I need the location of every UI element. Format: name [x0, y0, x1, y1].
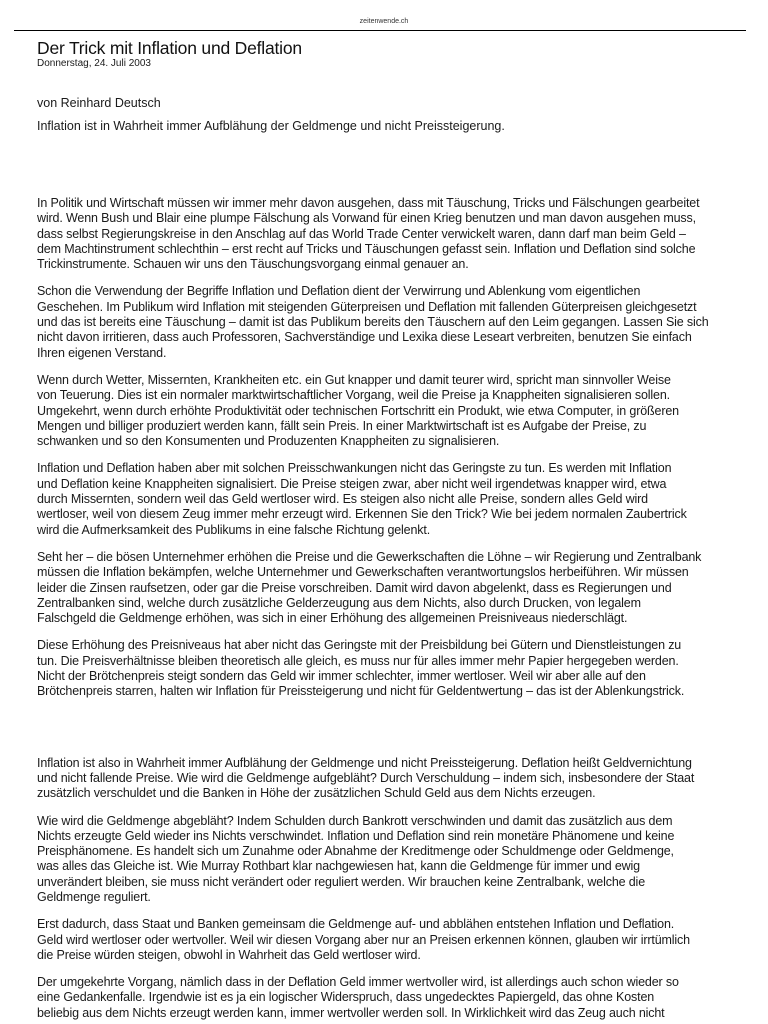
article-paragraph [37, 756, 753, 802]
paragraph-line: wird die Aufmerksamkeit des Publikums in eine falsche Richtung gelenkt. [37, 522, 431, 537]
paragraph-line: wird. Wenn Bush und Blair eine plumpe Fälschung als Vorwand für einen Krieg benutzen und man davon ausgehen muss, [37, 211, 696, 226]
site-name: zeitenwende.ch [359, 18, 409, 25]
article-paragraph [37, 638, 753, 699]
article-body [37, 196, 753, 1021]
article-paragraph [37, 196, 753, 272]
paragraph-line: Inflation und Deflation haben aber mit solchen Preisschwankungen nicht das Geringste zu tun. Es werden mit Inflation [37, 461, 672, 476]
paragraph-line: Falschgeld die Geldmenge erhöhen, was sich in einer Erhöhung des allgemeinen Preisniveaus niederschlägt. [37, 611, 628, 626]
paragraph-line: wertloser, weil von diesem Zeug immer mehr erzeugt wird. Erkennen Sie den Trick? Wie bei jedem normalen Zaubertrick [37, 507, 687, 522]
paragraph-line: Diese Erhöhung des Preisniveaus hat aber nicht das Geringste mit der Preisbildung bei Gütern und Dienstleistungen zu [37, 638, 682, 653]
article-paragraph [37, 284, 753, 360]
paragraph-line: von Teuerung. Dies ist ein normaler marktwirtschaftlicher Vorgang, weil die Preise ja Knappheiten signalisieren sollen. [37, 388, 670, 403]
paragraph-line: Preisphänomene. Es handelt sich um Zunahme oder Abnahme der Kreditmenge oder Schuldmenge oder Geldmenge, [37, 844, 674, 859]
header-divider [14, 30, 746, 31]
article-paragraph [37, 373, 753, 449]
paragraph-line: die Preise würden steigen, obwohl in Wahrheit das Geld wertloser wird. [37, 947, 421, 962]
paragraph-line: tun. Die Preisverhältnisse bleiben theoretisch alle gleich, es muss nur für alles immer mehr Papier hergegeben werden. [37, 653, 679, 668]
article [37, 38, 753, 1021]
paragraph-line: müssen die Inflation bekämpfen, welche Unternehmer und Gewerkschaften verantwortungslos herbeiführen. Wir müssen [37, 565, 689, 580]
paragraph-line: unverändert bleiben, sie muss nicht verändert oder reguliert werden. Wir brauchen keine Zentralbank, welche die [37, 874, 645, 889]
paragraph-line: Mengen und billiger produziert werden kann, fällt sein Preis. In einer Marktwirtschaft ist es Aufgabe der Preise, zu [37, 418, 647, 433]
article-date: Donnerstag, 24. Juli 2003 [37, 58, 151, 69]
paragraph-line: In Politik und Wirtschaft müssen wir immer mehr davon ausgehen, dass mit Täuschung, Tricks und Fälschungen gearbeitet [37, 196, 700, 210]
article-author: von Reinhard Deutsch [37, 96, 161, 110]
paragraph-line: leider die Zinsen raufsetzen, oder gar die Preise vorschreiben. Damit wird davon abgelenkt, dass es Regierungen und [37, 580, 672, 595]
paragraph-line: nicht davon irritieren, dass auch Professoren, Sachverständige und Lexika diese Leseart verbreiten, benutzen Sie einfach [37, 330, 692, 345]
paragraph-line: beliebig aus dem Nichts erzeugt werden kann, immer wertvoller werden soll. In Wirklichkeit wird das Zeug auch nicht [37, 1005, 665, 1020]
paragraph-line: Zentralbanken sind, welche durch zusätzliche Gelderzeugung aus dem Nichts, also durch Drucken, von legalem [37, 595, 641, 610]
paragraph-line: Geschehen. Im Publikum wird Inflation mit steigenden Güterpreisen und Deflation mit fallenden Güterpreisen gleichgesetzt [37, 299, 697, 314]
paragraph-line: eine Gedankenfalle. Irgendwie ist es ja ein logischer Widerspruch, dass ungedecktes Papiergeld, das ohne Kosten [37, 990, 655, 1005]
paragraph-line: Nicht der Brötchenpreis steigt sondern das Geld wir immer schlechter, immer wertloser. Weil wir aber alle auf den [37, 669, 646, 684]
paragraph-line: Trickinstrumente. Schauen wir uns den Täuschungsvorgang einmal genauer an. [37, 257, 469, 272]
paragraph-line: Seht her – die bösen Unternehmer erhöhen die Preise und die Gewerkschaften die Löhne – wir Regierung und Zentralbank [37, 549, 702, 564]
paragraph-line: durch Missernten, sondern weil das Geld wertloser wird. Es steigen also nicht alle Preise, sondern alles Geld wird [37, 492, 648, 507]
article-paragraph [37, 814, 753, 906]
paragraph-line: Umgekehrt, wenn durch erhöhte Produktivität oder technischen Fortschritt ein Produkt, wie etwa Computer, in größeren [37, 403, 679, 418]
article-lead: Inflation ist in Wahrheit immer Aufblähung der Geldmenge und nicht Preissteigerung. [37, 119, 505, 133]
article-paragraph [37, 975, 753, 1021]
paragraph-line: und Deflation keine Knappheiten signalisiert. Die Preise steigen zwar, aber nicht weil irgendetwas knapper wird, etwa [37, 476, 667, 491]
paragraph-line: Schon die Verwendung der Begriffe Inflation und Deflation dient der Verwirrung und Ablenkung vom eigentlichen [37, 284, 641, 299]
paragraph-line: dass selbst Regierungskreise in den Anschlag auf das World Trade Center verwickelt waren, dann darf man beim Geld – [37, 226, 686, 241]
paragraph-line: Geldmenge reguliert. [37, 889, 151, 904]
paragraph-line: Ihren eigenen Verstand. [37, 345, 167, 360]
paragraph-line: Inflation ist also in Wahrheit immer Aufblähung der Geldmenge und nicht Preissteigerung. Deflation heißt Geldvernichtung [37, 755, 692, 770]
paragraph-line: was alles das Gleiche ist. Wie Murray Rothbart klar nachgewiesen hat, kann die Geldmenge für immer und ewig [37, 859, 640, 874]
paragraph-line: schwanken und so den Konsumenten und Produzenten Knappheiten zu signalisieren. [37, 434, 500, 449]
paragraph-line: Nichts erzeugte Geld wieder ins Nichts verschwindet. Inflation und Deflation sind rein monetäre Phänomene und keine [37, 828, 675, 843]
paragraph-line: zusätzlich verschuldet und die Banken in Höhe der zusätzlichen Schuld Geld aus dem Nichts erzeugen. [37, 786, 596, 801]
paragraph-line: Wenn durch Wetter, Missernten, Krankheiten etc. ein Gut knapper und damit teurer wird, spricht man sinnvoller Weise [37, 372, 671, 387]
article-title: Der Trick mit Inflation und Deflation [37, 38, 302, 58]
paragraph-line: und nicht fallende Preise. Wie wird die Geldmenge aufgebläht? Durch Verschuldung – indem sich, insbesondere der Staat [37, 770, 695, 785]
article-paragraph [37, 461, 753, 537]
paragraph-line: und das ist bereits eine Täuschung – damit ist das Publikum bereits den Täuschern auf den Leim gegangen. Lassen Sie sich [37, 315, 709, 330]
paragraph-line: Brötchenpreis starren, halten wir Inflation für Preissteigerung und nicht für Geldentwertung – das ist der Ablenkungstrick. [37, 684, 685, 699]
article-paragraph [37, 917, 753, 963]
paragraph-line: Wie wird die Geldmenge abgebläht? Indem Schulden durch Bankrott verschwinden und damit das zusätzlich aus dem [37, 813, 673, 828]
paragraph-line: Der umgekehrte Vorgang, nämlich dass in der Deflation Geld immer wertvoller wird, ist allerdings auch schon wieder so [37, 975, 679, 990]
paragraph-line: Geld wird wertloser oder wertvoller. Weil wir diesen Vorgang aber nur an Preisen erkennen können, glauben wir irrtümlich [37, 932, 690, 947]
paragraph-line: Erst dadurch, dass Staat und Banken gemeinsam die Geldmenge auf- und abblähen entstehen Inflation und Deflation. [37, 917, 675, 932]
paragraph-line: dem Machtinstrument schlechthin – erst recht auf Tricks und Täuschungen gefasst sein. Inflation und Deflation sind solche [37, 241, 696, 256]
article-paragraph [37, 550, 753, 626]
